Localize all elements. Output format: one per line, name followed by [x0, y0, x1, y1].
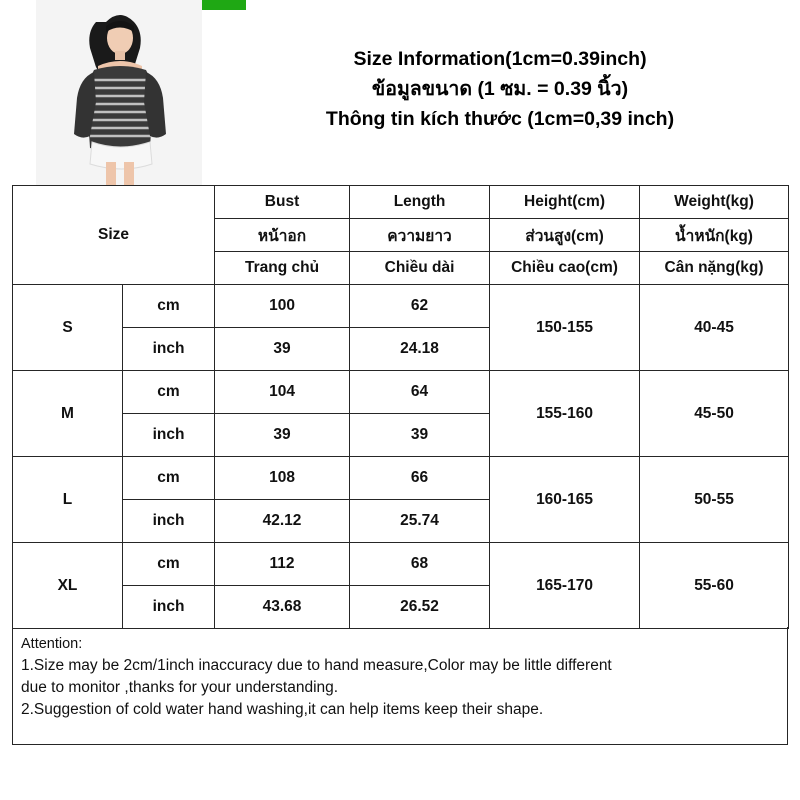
xl-weight: 55-60 [640, 543, 789, 629]
header-size: Size [13, 186, 215, 285]
header-bust-en: Bust [215, 186, 350, 219]
table-row [13, 371, 789, 414]
row-size-xl: XL [13, 543, 123, 629]
attention-block [12, 627, 788, 745]
title-block [210, 44, 790, 134]
unit-inch: inch [123, 500, 215, 543]
xl-bust-cm: 112 [215, 543, 350, 586]
header-region [0, 0, 800, 185]
attention-line-3: 2.Suggestion of cold water hand washing,it can help items keep their shape. [21, 701, 544, 718]
l-length-inch: 25.74 [350, 500, 490, 543]
product-photo [36, 0, 202, 185]
header-height-en: Height(cm) [490, 186, 640, 219]
s-length-inch: 24.18 [350, 328, 490, 371]
attention-line-1: 1.Size may be 2cm/1inch inaccuracy due to hand measure,Color may be little different [21, 657, 612, 674]
attention-line-2: due to monitor ,thanks for your understanding. [21, 679, 339, 696]
model-illustration [36, 0, 202, 185]
attention-heading: Attention: [21, 636, 83, 652]
table-row [13, 285, 789, 328]
table-header-row-en [13, 186, 789, 219]
unit-cm: cm [123, 371, 215, 414]
title-line-th: ข้อมูลขนาด (1 ซม. = 0.39 นิ้ว) [371, 78, 629, 100]
header-length-en: Length [350, 186, 490, 219]
s-weight: 40-45 [640, 285, 789, 371]
header-bust-th: หน้าอก [215, 219, 350, 252]
unit-cm: cm [123, 543, 215, 586]
unit-inch: inch [123, 328, 215, 371]
row-size-l: L [13, 457, 123, 543]
xl-height: 165-170 [490, 543, 640, 629]
title-line-en: Size Information(1cm=0.39inch) [353, 48, 647, 70]
l-height: 160-165 [490, 457, 640, 543]
xl-length-cm: 68 [350, 543, 490, 586]
m-height: 155-160 [490, 371, 640, 457]
m-weight: 45-50 [640, 371, 789, 457]
s-bust-cm: 100 [215, 285, 350, 328]
unit-cm: cm [123, 285, 215, 328]
header-height-vi: Chiều cao(cm) [490, 252, 640, 285]
unit-cm: cm [123, 457, 215, 500]
l-bust-cm: 108 [215, 457, 350, 500]
l-length-cm: 66 [350, 457, 490, 500]
size-table [12, 185, 789, 629]
green-accent-tab [202, 0, 246, 10]
header-bust-vi: Trang chủ [215, 252, 350, 285]
row-size-m: M [13, 371, 123, 457]
m-bust-cm: 104 [215, 371, 350, 414]
m-bust-inch: 39 [215, 414, 350, 457]
title-line-vi: Thông tin kích thước (1cm=0,39 inch) [325, 108, 675, 130]
l-bust-inch: 42.12 [215, 500, 350, 543]
table-row [13, 543, 789, 586]
header-length-vi: Chiều dài [350, 252, 490, 285]
s-height: 150-155 [490, 285, 640, 371]
row-size-s: S [13, 285, 123, 371]
m-length-cm: 64 [350, 371, 490, 414]
header-weight-en: Weight(kg) [640, 186, 789, 219]
s-length-cm: 62 [350, 285, 490, 328]
unit-inch: inch [123, 414, 215, 457]
header-height-th: ส่วนสูง(cm) [490, 219, 640, 252]
s-bust-inch: 39 [215, 328, 350, 371]
header-weight-th: น้ำหนัก(kg) [640, 219, 789, 252]
header-weight-vi: Cân nặng(kg) [640, 252, 789, 285]
table-row [13, 457, 789, 500]
xl-length-inch: 26.52 [350, 586, 490, 629]
m-length-inch: 39 [350, 414, 490, 457]
l-weight: 50-55 [640, 457, 789, 543]
header-length-th: ความยาว [350, 219, 490, 252]
unit-inch: inch [123, 586, 215, 629]
xl-bust-inch: 43.68 [215, 586, 350, 629]
